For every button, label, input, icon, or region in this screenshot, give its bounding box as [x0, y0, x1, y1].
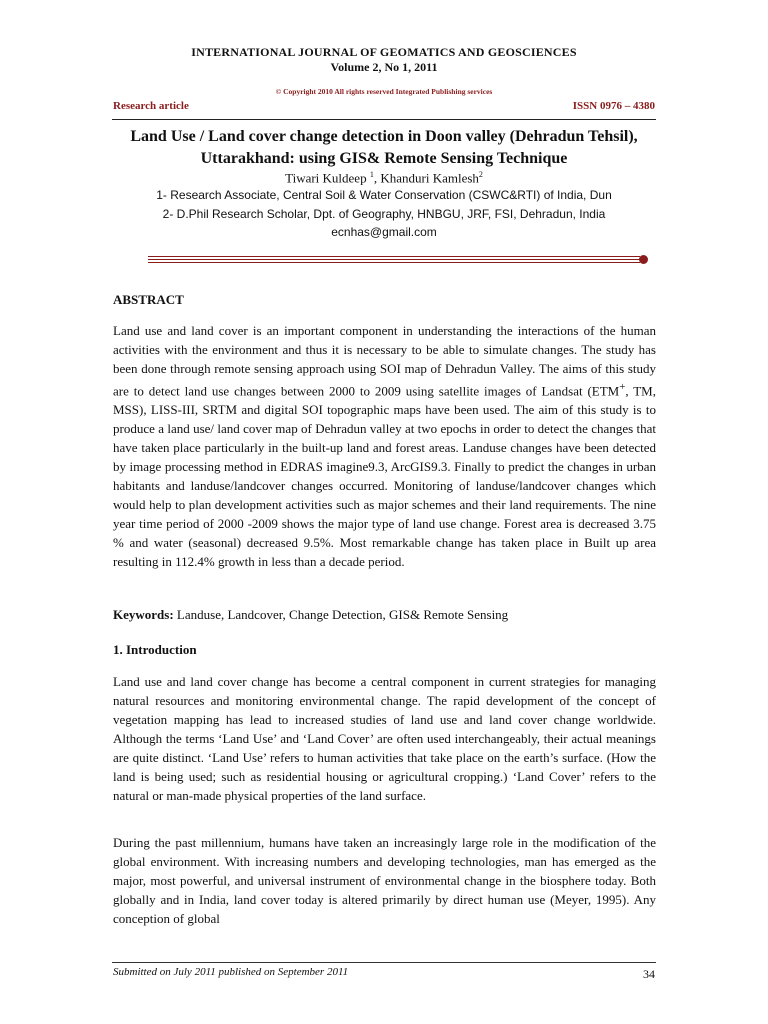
affiliation-2: 2- D.Phil Research Scholar, Dpt. of Geography, HNBGU, JRF, FSI, Dehradun, India	[162, 207, 606, 221]
footer-divider	[112, 962, 656, 963]
divider-dot-icon	[639, 255, 648, 264]
divider-line	[148, 262, 640, 263]
author-affiliation-mark: 2	[478, 170, 483, 179]
keywords-line	[113, 607, 508, 623]
author-affiliation-mark: 1	[369, 170, 374, 179]
abstract-text: Land use and land cover is an important component in understanding the interactions of the human activities with the environment and thus it is necessary to be able to simulate changes. The study has been done through remote sensing approach using SOI map of Dehradun Valley. The aims of this study are to detect land use changes between 2000 to 2009 using satellite images of Landsat (ETM	[113, 323, 656, 399]
introduction-heading: 1. Introduction	[113, 642, 197, 657]
submission-note: Submitted on July 2011 published on September 2011	[113, 966, 349, 978]
article-type: Research article	[113, 100, 189, 112]
author-separator: ,	[373, 170, 381, 186]
divider-line	[148, 259, 640, 260]
abstract-superscript: +	[619, 381, 626, 393]
decorative-divider	[148, 255, 648, 265]
introduction-paragraph-2: During the past millennium, humans have taken an increasingly large role in the modification of the global environment. With increasing numbers and developing technologies, man has emerged as the major, most powerful, and universal instrument of environmental change in the biosphere today. Both globally and in India, land cover today is altered primarily by direct human use (Meyer, 1995). Any conception of global	[113, 835, 656, 926]
copyright-notice: © Copyright 2010 All rights reserved Integrated Publishing services	[275, 87, 493, 96]
header-divider	[112, 119, 656, 120]
page-number: 34	[643, 967, 655, 981]
abstract-text: , TM, MSS), LISS-III, SRTM and digital SOI topographic maps have been used. The aim of this study is to produce a land use/ land cover map of Dehradun valley at two epochs in order to detect the changes that have taken place particularly in the built-up land and forest areas. Landuse changes have been detected by image processing method in EDRAS imagine9.3, ArcGIS9.3. Finally to predict the changes in urban habitants and landuse/landcover changes occurred. Monitoring of landuse/landcover changes which would help to plan development activities such as major schemes and their land requirements. The nine year time period of 2000 -2009 shows the major type of land use change. Forest area is decreased 3.75 % and water (seasonal) decreased 9.5%. Most remarkable change has taken place in Built up area resulting in 112.4% growth in less than a decade period.	[113, 383, 656, 570]
paper-title: Land Use / Land cover change detection in Doon valley (Dehradun Tehsil), Uttarakhand: using GIS& Remote Sensing Technique	[130, 128, 638, 167]
author-name: Khanduri Kamlesh	[380, 170, 479, 186]
introduction-paragraph-1: Land use and land cover change has become a central component in current strategies for managing natural resources and monitoring environmental change. The rapid development of the concept of vegetation mapping has lead to increased studies of land use and land cover change worldwide. Although the terms ‘Land Use’ and ‘Land Cover’ are often used interchangeably, their actual meanings are quite distinct. ‘Land Use’ refers to human activities that take place on the earth’s surface. (How the land is being used; such as residential housing or agricultural cropping.) ‘Land Cover’ refers to the natural or man-made physical properties of the land surface.	[113, 674, 656, 803]
keywords-text: Landuse, Landcover, Change Detection, GIS& Remote Sensing	[173, 607, 509, 622]
issn: ISSN 0976 – 4380	[572, 100, 655, 112]
journal-volume: Volume 2, No 1, 2011	[330, 60, 438, 74]
abstract-heading: ABSTRACT	[113, 292, 184, 307]
author-email: ecnhas@gmail.com	[331, 225, 437, 239]
abstract-body	[113, 321, 656, 571]
keywords-label: Keywords:	[113, 607, 174, 622]
divider-line	[148, 256, 640, 257]
author-name: Tiwari Kuldeep	[285, 170, 367, 186]
authors-line	[112, 166, 656, 186]
affiliation-1: 1- Research Associate, Central Soil & Water Conservation (CSWC&RTI) of India, Dun	[156, 188, 612, 202]
journal-title: INTERNATIONAL JOURNAL OF GEOMATICS AND GEOSCIENCES	[191, 45, 577, 59]
